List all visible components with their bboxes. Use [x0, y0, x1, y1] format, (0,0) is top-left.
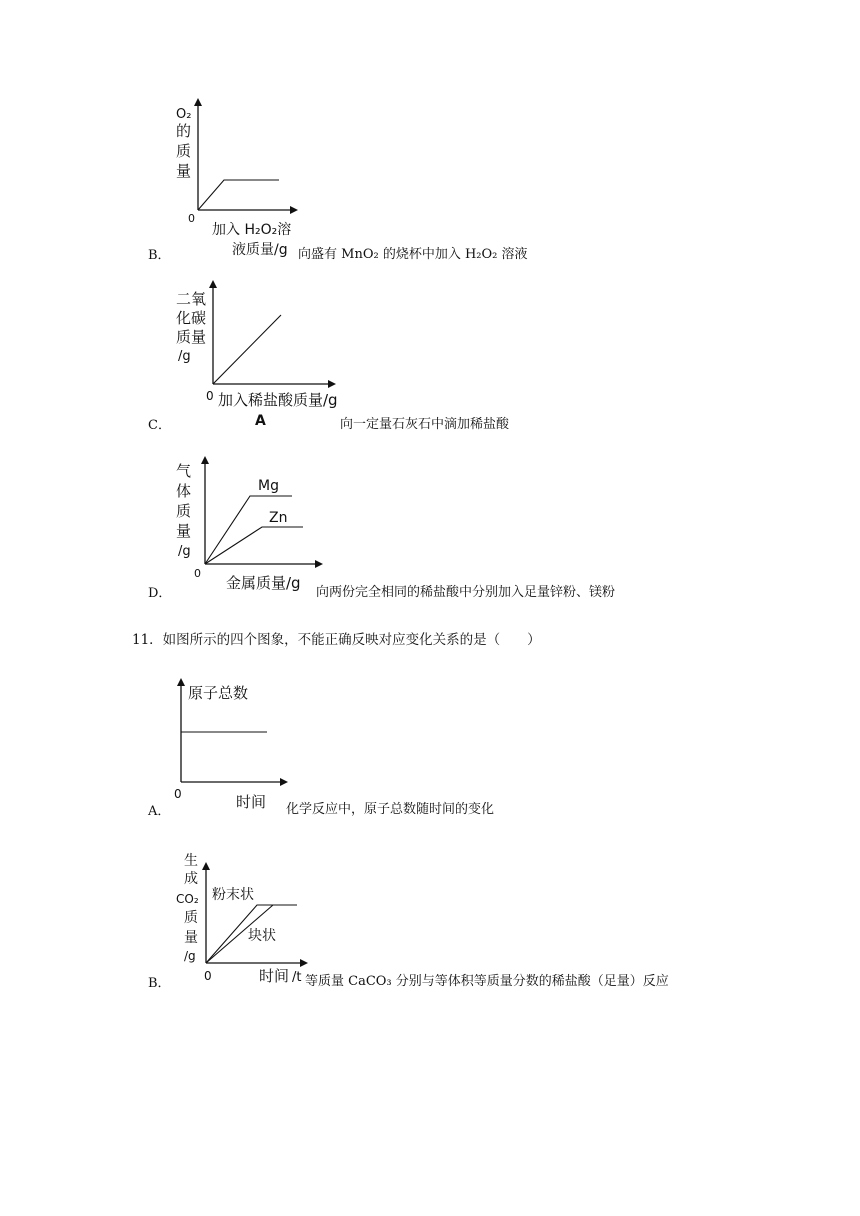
- y-label-0: O₂: [176, 107, 192, 122]
- origin-label: 0: [206, 389, 214, 403]
- graph-c-co2: [172, 282, 340, 430]
- graph-11a-atoms: [170, 680, 290, 810]
- x-unit: /t: [292, 970, 302, 985]
- y-label-2: 质量: [176, 328, 207, 346]
- y-label-3: 量: [176, 162, 192, 180]
- origin-label: 0: [174, 787, 182, 801]
- series-label-powder: 粉末状: [212, 887, 254, 903]
- graph-11b-caco3: [170, 850, 310, 990]
- option-description: 向一定量石灰石中滴加稀盐酸: [340, 417, 510, 432]
- co2-line: [213, 315, 281, 384]
- y-label-1: 体: [176, 482, 192, 500]
- x-label: 时间: [236, 793, 267, 811]
- y-label-1: 化碳: [176, 309, 207, 327]
- option-letter: D．: [148, 586, 172, 601]
- y-label-1: 成: [184, 871, 198, 887]
- option-letter: C．: [148, 418, 171, 433]
- y-label-4: /g: [178, 544, 191, 559]
- y-label-1: 的: [176, 122, 192, 140]
- series-label-zn: Zn: [269, 510, 288, 526]
- option-letter: B．: [148, 976, 171, 991]
- y-label-0: 生: [184, 853, 198, 869]
- x-label-line1: 加入 H₂O₂溶: [212, 222, 292, 238]
- option-letter: A．: [148, 804, 171, 819]
- option-description: 向两份完全相同的稀盐酸中分别加入足量锌粉、镁粉: [316, 585, 616, 600]
- mg-curve: [205, 496, 292, 564]
- zn-curve: [205, 527, 303, 564]
- y-label-2: CO₂: [176, 892, 199, 906]
- option-description: 化学反应中，原子总数随时间的变化: [286, 802, 495, 817]
- y-label: 原子总数: [188, 684, 249, 702]
- x-label: 金属质量/g: [226, 574, 301, 592]
- graph-d-metals: [172, 458, 322, 596]
- option-description: 向盛有 MnO₂ 的烧杯中加入 H₂O₂ 溶液: [298, 247, 528, 262]
- origin-label: 0: [204, 969, 212, 983]
- y-label-4: 量: [184, 930, 198, 946]
- y-label-3: 质: [184, 910, 198, 926]
- o2-curve: [198, 180, 279, 210]
- y-label-2: 质: [176, 142, 192, 160]
- question-11-text: 11．如图所示的四个图象，不能正确反映对应变化关系的是（ ）: [132, 632, 541, 648]
- option-letter: B．: [148, 248, 171, 263]
- option-description: 等质量 CaCO₃ 分别与等体积等质量分数的稀盐酸（足量）反应: [305, 974, 669, 989]
- origin-label: 0: [188, 212, 195, 225]
- y-label-2: 质: [176, 502, 192, 520]
- x-label: 时间: [259, 967, 290, 985]
- series-label-lump: 块状: [248, 928, 276, 944]
- series-label-mg: Mg: [258, 478, 279, 494]
- x-label-line2: 液质量/g: [232, 242, 288, 258]
- y-label-0: 气: [176, 462, 192, 480]
- y-label-3: 量: [176, 522, 192, 540]
- y-label-3: /g: [178, 349, 191, 364]
- y-label-0: 二氧: [176, 290, 207, 308]
- caption: A: [255, 413, 266, 429]
- x-label: 加入稀盐酸质量/g: [218, 391, 338, 409]
- origin-label: 0: [194, 567, 201, 580]
- y-label-5: /g: [184, 949, 196, 963]
- graph-b-o2: [168, 98, 298, 256]
